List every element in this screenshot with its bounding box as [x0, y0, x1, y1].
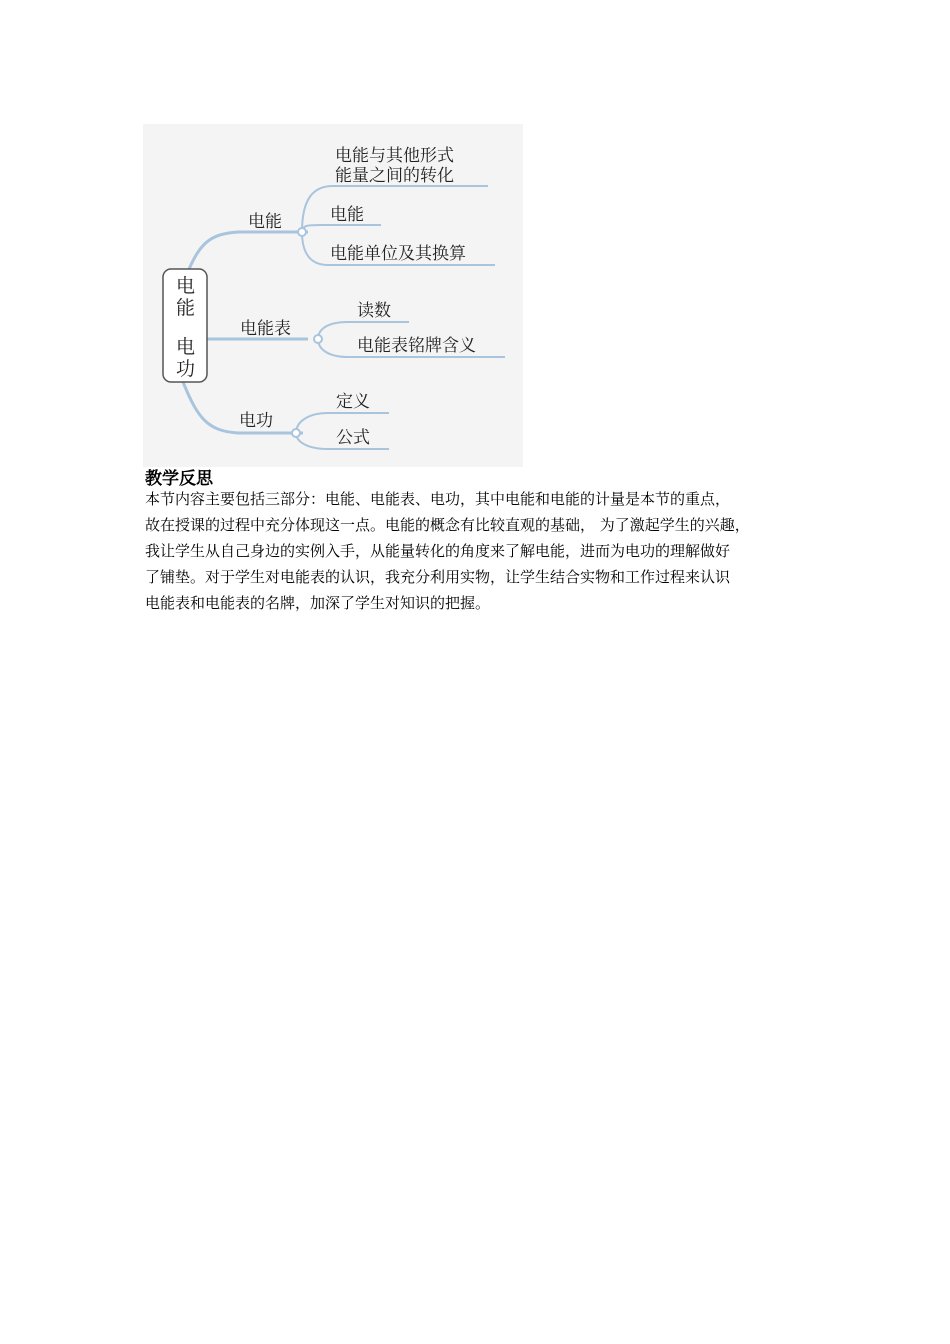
- paragraph-line: 本节内容主要包括三部分：电能、电能表、电功，其中电能和电能的计量是本节的重点，: [145, 490, 731, 508]
- root-char-4: 功: [176, 358, 196, 380]
- branch-1-node: [298, 228, 306, 236]
- branch-label: 电功: [239, 411, 273, 431]
- leaf-label: 定义: [336, 392, 370, 412]
- branch-label: 电能表: [240, 319, 291, 339]
- leaf-label: 电能: [330, 205, 364, 225]
- branch-3-node: [292, 429, 300, 437]
- root-char-2: 能: [176, 297, 196, 319]
- leaf-label: 能量之间的转化: [335, 166, 454, 186]
- leaf-label: 电能单位及其换算: [330, 244, 466, 264]
- branch-2-node: [314, 335, 322, 343]
- root-char-1: 电: [176, 275, 196, 297]
- mind-map-diagram: [143, 124, 523, 467]
- leaf-label: 公式: [336, 428, 370, 448]
- leaf-label: 读数: [357, 301, 391, 321]
- section-heading: 教学反思: [145, 469, 213, 489]
- mind-map-figure: [143, 124, 523, 467]
- leaf-label: 电能表铭牌含义: [357, 336, 476, 356]
- paragraph-line: 了铺垫。对于学生对电能表的认识，我充分利用实物，让学生结合实物和工作过程来认识: [145, 568, 731, 586]
- paragraph-line: 故在授课的过程中充分体现这一点。电能的概念有比较直观的基础， 为了激起学生的兴趣，: [145, 516, 750, 534]
- reflection-paragraph: [145, 486, 825, 616]
- connector-branch-1-child-2: [302, 225, 381, 232]
- paragraph-line: 我让学生从自己身边的实例入手，从能量转化的角度来了解电能，进而为电功的理解做好: [145, 542, 731, 560]
- root-char-3: 电: [176, 336, 196, 358]
- branch-label: 电能: [248, 212, 282, 232]
- paragraph-line: 电能表和电能表的名牌，加深了学生对知识的把握。: [145, 594, 491, 612]
- leaf-label: 电能与其他形式: [335, 146, 454, 166]
